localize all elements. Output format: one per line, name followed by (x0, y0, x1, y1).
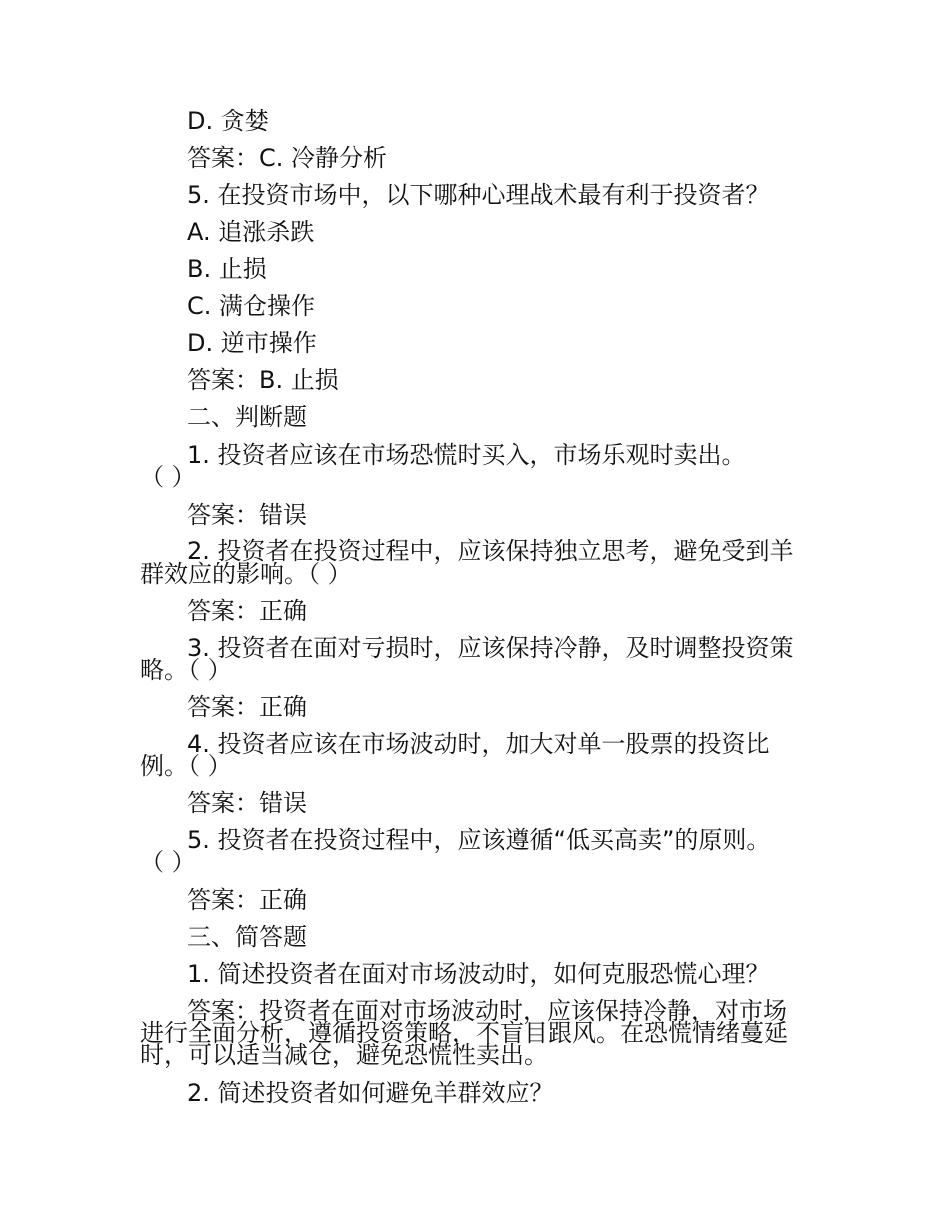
tf-question-4: 4. 投资者应该在市场波动时，加大对单一股票的投资比 (187, 730, 770, 758)
tf-question-4-cont: 例。（ ） (140, 752, 232, 780)
section-heading-true-false: 二、判断题 (187, 403, 307, 431)
tf-question-5: 5. 投资者在投资过程中，应该遵循“低买高卖”的原则。 (187, 826, 771, 854)
option-c: C. 满仓操作 (187, 292, 316, 320)
question-5: 5. 在投资市场中，以下哪种心理战术最有利于投资者？ (187, 181, 770, 209)
tf-question-3-cont: 略。（ ） (140, 656, 232, 684)
tf-question-2: 2. 投资者在投资过程中，应该保持独立思考，避免受到羊 (187, 537, 794, 565)
tf-question-1: 1. 投资者应该在市场恐慌时买入，市场乐观时卖出。 (187, 441, 746, 469)
tf-question-5-bracket: （ ） (140, 848, 196, 876)
answer-4: 答案：C. 冷静分析 (187, 144, 388, 172)
section-heading-short-answer: 三、简答题 (187, 923, 307, 951)
tf-answer-5: 答案：正确 (187, 886, 307, 914)
option-d-greed: D. 贪婪 (187, 107, 269, 135)
tf-answer-3: 答案：正确 (187, 693, 307, 721)
tf-answer-4: 答案：错误 (187, 789, 307, 817)
tf-answer-1: 答案：错误 (187, 501, 307, 529)
option-b: B. 止损 (187, 255, 267, 283)
option-d: D. 逆市操作 (187, 329, 317, 357)
tf-question-2-cont: 群效应的影响。（ ） (140, 560, 352, 588)
sa-answer-1-line-3: 时，可以适当减仓，避免恐慌性卖出。 (140, 1041, 548, 1069)
sa-answer-1-line-1: 答案：投资者在面对市场波动时，应该保持冷静，对市场 (187, 997, 787, 1025)
sa-answer-1-line-2: 进行全面分析，遵循投资策略，不盲目跟风。在恐慌情绪蔓延 (140, 1019, 788, 1047)
tf-answer-2: 答案：正确 (187, 597, 307, 625)
option-a: A. 追涨杀跌 (187, 218, 315, 246)
sa-question-1: 1. 简述投资者在面对市场波动时，如何克服恐慌心理？ (187, 960, 770, 988)
tf-question-3: 3. 投资者在面对亏损时，应该保持冷静，及时调整投资策 (187, 634, 794, 662)
sa-question-2: 2. 简述投资者如何避免羊群效应？ (187, 1079, 554, 1107)
answer-5: 答案：B. 止损 (187, 366, 339, 394)
tf-question-1-bracket: （ ） (140, 463, 196, 491)
